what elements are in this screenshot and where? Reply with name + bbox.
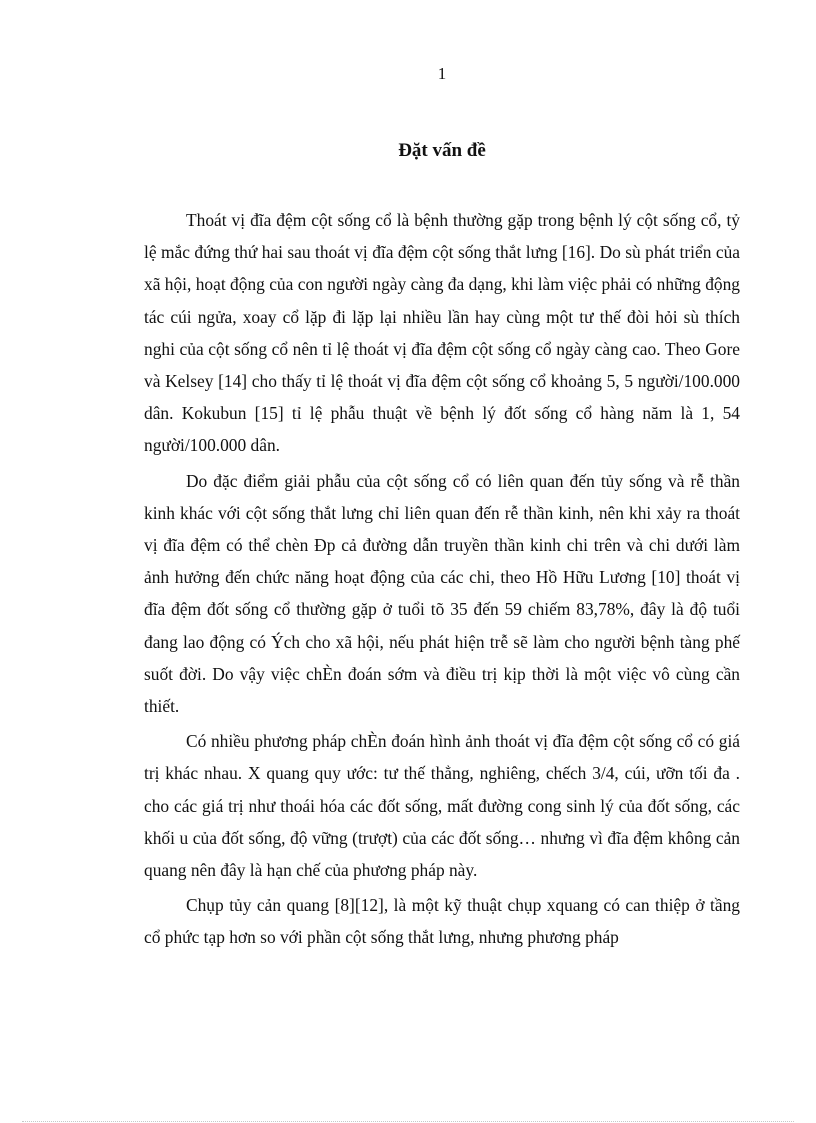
page-number: 1 [437,64,447,83]
section-heading: Đặt vấn đề [398,140,486,161]
page-bottom-divider [22,1121,794,1122]
paragraph-1: Thoát vị đĩa đệm cột sống cổ là bệnh thường gặp trong bệnh lý cột sống cổ, tỷ lệ mắc đứng thứ hai sau thoát vị đĩa đệm cột sống thắt lưng [16]. Do sù phát triển của xã hội, hoạt động của con người ngày càng đa dạng, khi làm việc phải có những động tác cúi ngửa, xoay cổ lặp đi lặp lại nhiều lần hay cùng một tư thế đòi hỏi sù thích nghi của cột sống cổ nên tỉ lệ thoát vị đĩa đệm cột sống cổ ngày càng cao. Theo Gore và Kelsey [14] cho thấy tỉ lệ thoát vị đĩa đệm cột sống cổ khoảng 5, 5 người/100.000 dân. Kokubun [15] tỉ lệ phẫu thuật về bệnh lý đốt sống cổ hàng năm là 1, 54 người/100.000 dân. [144,210,740,456]
paragraph-4: Chụp tủy cản quang [8][12], là một kỹ thuật chụp xquang có can thiệp ở tầng cổ phức tạp hơn so với phần cột sống thắt lưng, nhưng phương pháp [144,895,740,948]
body-text [144,204,740,957]
paragraph-2: Do đặc điểm giải phẫu của cột sống cổ có liên quan đến tủy sống và rễ thần kinh khác với cột sống thắt lưng chỉ liên quan đến rễ thần kinh, nên khi xảy ra thoát vị đĩa đệm có thể chèn Ðp cả đường dẫn truyền thần kinh chi trên và chi dưới làm ảnh hưởng đến chức năng hoạt động của các chi, theo Hồ Hữu Lương [10] thoát vị đĩa đệm đốt sống cổ thường gặp ở tuổi tõ 35 đến 59 chiếm 83,78%, đây là độ tuổi đang lao động có Ých cho xã hội, nếu phát hiện trễ sẽ làm cho người bệnh tàng phế suốt đời. Do vậy việc chÈn đoán sớm và điều trị kịp thời là một việc vô cùng cần thiết. [144,470,740,717]
paragraph-3: Có nhiều phương pháp chÈn đoán hình ảnh thoát vị đĩa đệm cột sống cổ có giá trị khác nhau. X quang quy ước: tư thế thẳng, nghiêng, chếch 3/4, cúi, ưỡn tối đa . cho các giá trị như thoái hóa các đốt sống, mất đường cong sinh lý của đốt sống, các khối u của đốt sống, độ vững (trượt) của các đốt sống… nhưng vì đĩa đệm không cản quang nên đây là hạn chế của phương pháp này. [144,731,740,881]
